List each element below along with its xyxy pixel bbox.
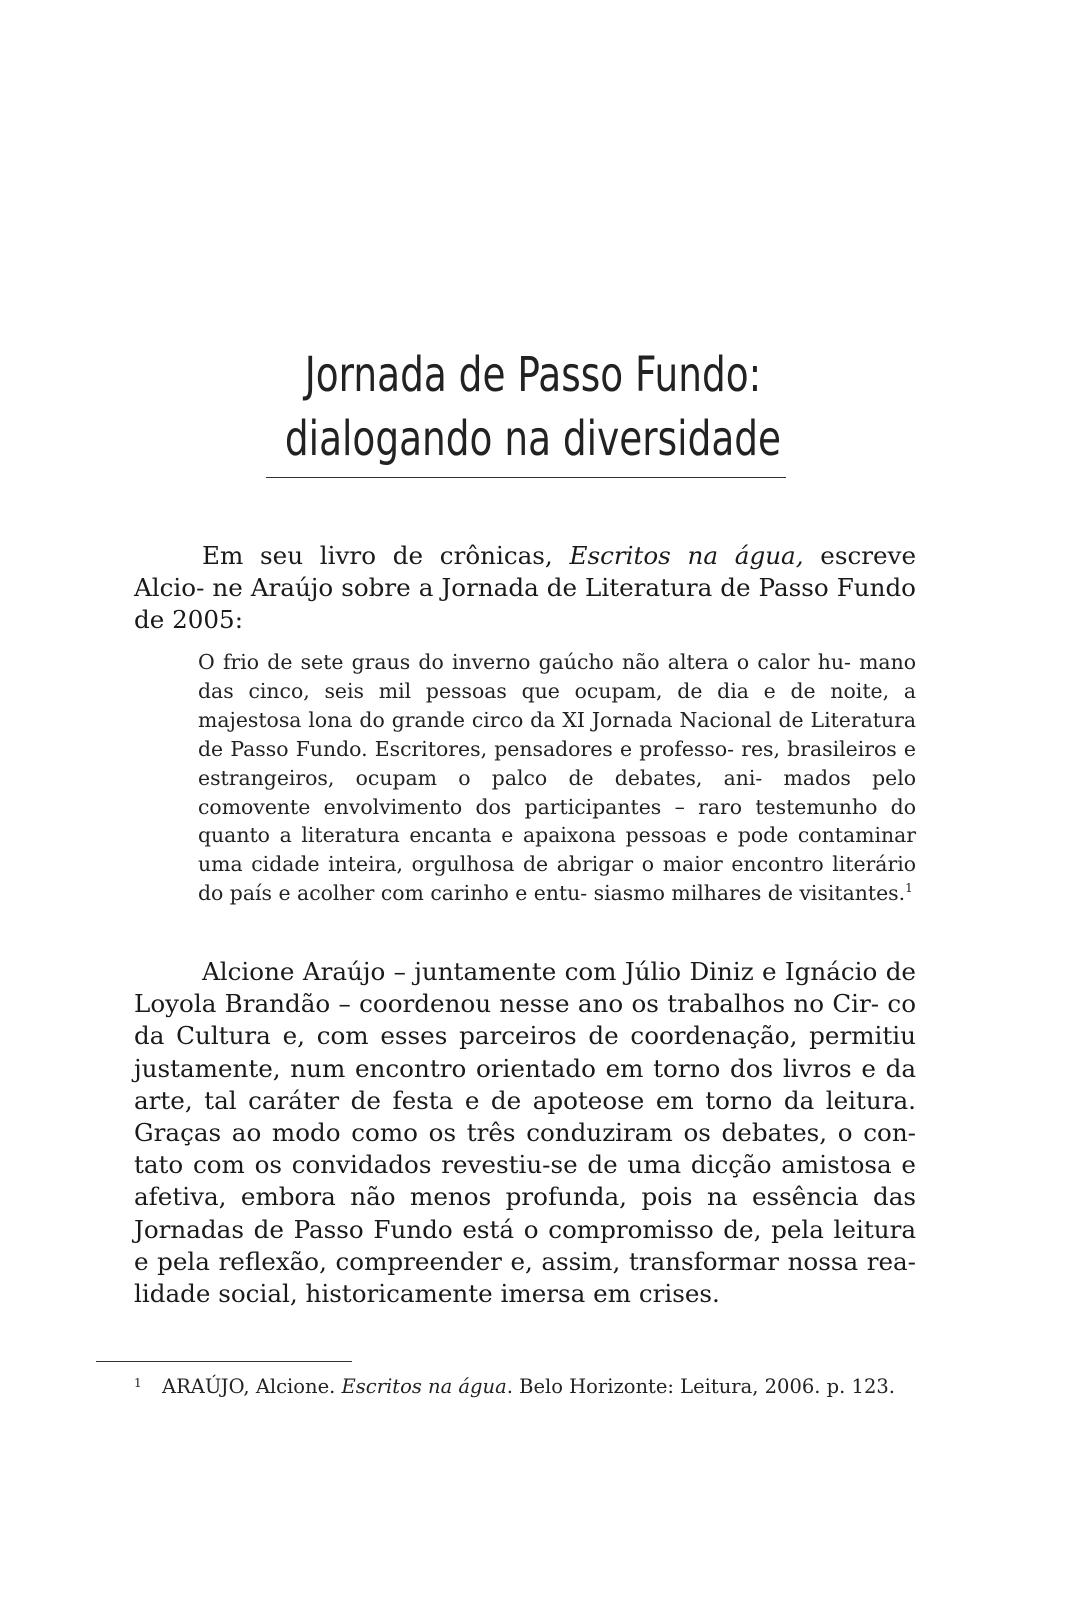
paragraph-1-intro: Em seu livro de crônicas,: [202, 541, 570, 570]
footnote-number: 1: [134, 1376, 142, 1390]
footnote-publication: . Belo Horizonte: Leitura, 2006. p. 123.: [506, 1375, 895, 1398]
paragraph-2: Alcione Araújo – juntamente com Júlio Diniz e Ignácio de Loyola Brandão – coordenou nesse ano os trabalhos no Cir- co da Cultura e, com esses parceiros de coordenação, permitiu justamente, num encontro orientado em torno dos livros e da arte, tal caráter de festa e de apoteose em torno da leitura. Graças ao modo como os três conduziram os debates, o con- tato com os convidados revestiu-se de uma dicção amistosa e afetiva, embora não menos profunda, pois na essência das Jornadas de Passo Fundo está o compromisso de, pela leitura e pela reflexão, compreender e, assim, transformar nossa rea- lidade social, historicamente imersa em crises.: [134, 957, 916, 1309]
footnote-book-title: Escritos na água: [341, 1375, 507, 1398]
footnote-separator: [96, 1361, 352, 1362]
book-title-italic: Escritos na água,: [569, 541, 804, 570]
paragraph-1-rest: escreve Alcio- ne Araújo sobre a Jornada de Literatura de Passo Fundo de 2005:: [134, 541, 916, 635]
block-quote-text: O frio de sete graus do inverno gaúcho não altera o calor hu- mano das cinco, seis mil pessoas que ocupam, de dia e de noite, a majestosa lona do grande circo da XI Jornada Nacional de Literatura de Passo Fundo. Escritores, pensadores e professo- res, brasileiros e estrangeiros, ocupam o palco de debates, ani- mados pelo comovente envolvimento dos participantes – raro testemunho do quanto a literatura encanta e apaixona pessoas e pode contaminar uma cidade inteira, orgulhosa de abrigar o maior encontro literário do país e acolher com carinho e entu- siasmo milhares de visitantes.: [198, 650, 916, 906]
chapter-title: [117, 343, 948, 471]
footnote-author: ARAÚJO, Alcione.: [162, 1375, 342, 1398]
title-underline: [266, 477, 786, 478]
footnote: [134, 1370, 934, 1400]
chapter-title-line-1: Jornada de Passo Fundo:: [304, 347, 762, 403]
block-quote: [198, 648, 916, 908]
paragraph-1: [134, 540, 916, 637]
footnote-reference: 1: [905, 881, 913, 896]
chapter-title-line-2: dialogando na diversidade: [284, 411, 782, 467]
